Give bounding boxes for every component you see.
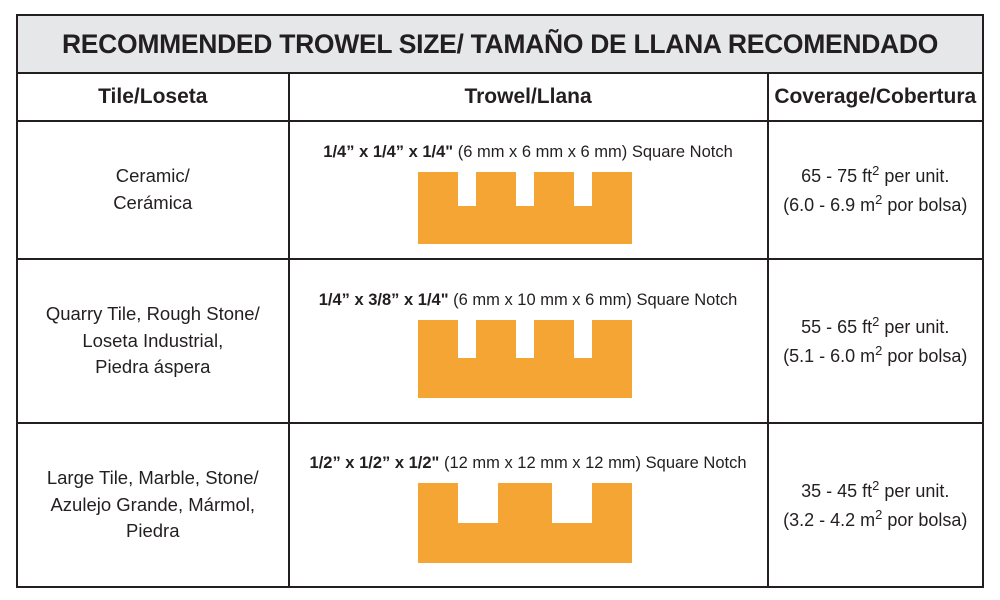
column-header-coverage: Coverage/Cobertura <box>768 73 983 121</box>
tile-type-cell <box>17 121 289 259</box>
tile-type-line: Ceramic/ <box>115 165 190 187</box>
coverage-line: 65 - 75 $ft^2$ per unit. <box>801 163 950 186</box>
trowel-spec-cell <box>289 259 768 423</box>
trowel-spec-size: 1/2” x 1/2” x 1/2" <box>309 453 440 472</box>
column-header-tile: Tile/Loseta <box>17 73 289 121</box>
tile-type-line: Piedra <box>126 520 180 542</box>
trowel-spec-text <box>290 291 767 310</box>
square-notch-trowel-icon <box>418 483 638 563</box>
trowel-notch-illustration <box>290 320 767 398</box>
table-title-row <box>17 15 983 73</box>
table-row <box>17 423 983 587</box>
coverage-cell <box>768 121 983 259</box>
trowel-spec-cell <box>289 121 768 259</box>
trowel-spec-metric: (6 mm x 6 mm x 6 mm) Square Notch <box>453 142 733 161</box>
trowel-spec-text <box>290 143 767 162</box>
tile-type-line: Azulejo Grande, Mármol, <box>50 493 256 515</box>
trowel-spec-metric: (12 mm x 12 mm x 12 mm) Square Notch <box>439 453 747 472</box>
square-notch-trowel-icon <box>418 320 638 398</box>
trowel-spec-metric: (6 mm x 10 mm x 6 mm) Square Notch <box>448 290 738 309</box>
square-notch-trowel-icon <box>418 172 638 244</box>
coverage-line: 55 - 65 $ft^2$ per unit. <box>801 314 950 337</box>
column-header-trowel: Trowel/Llana <box>289 73 768 121</box>
coverage-line: (6.0 - 6.9 $m^2$ por bolsa) <box>783 192 968 215</box>
tile-type-line: Piedra áspera <box>95 356 211 378</box>
recommended-trowel-size-table <box>16 14 984 588</box>
table-row <box>17 121 983 259</box>
trowel-notch-illustration <box>290 172 767 244</box>
coverage-line: (5.1 - 6.0 $m^2$ por bolsa) <box>783 343 968 366</box>
coverage-cell <box>768 259 983 423</box>
trowel-spec-size: 1/4” x 3/8” x 1/4" <box>318 290 449 309</box>
trowel-spec-cell <box>289 423 768 587</box>
tile-type-cell <box>17 423 289 587</box>
table-header-row <box>17 73 983 121</box>
coverage-line: 35 - 45 $ft^2$ per unit. <box>801 478 950 501</box>
tile-type-line: Cerámica <box>113 192 193 213</box>
page-title: RECOMMENDED TROWEL SIZE/ TAMAÑO DE LLANA RECOMENDADO <box>17 15 983 73</box>
tile-type-line: Large Tile, Marble, Stone/ <box>46 466 259 488</box>
tile-type-line: Quarry Tile, Rough Stone/ <box>45 302 260 324</box>
tile-type-cell <box>17 259 289 423</box>
tile-type-line: Loseta Industrial, <box>82 329 224 351</box>
trowel-notch-illustration <box>290 483 767 563</box>
coverage-line: (3.2 - 4.2 $m^2$ por bolsa) <box>783 507 968 530</box>
trowel-spec-size: 1/4” x 1/4” x 1/4" <box>323 142 454 161</box>
trowel-spec-text <box>290 454 767 473</box>
table-row <box>17 259 983 423</box>
coverage-cell <box>768 423 983 587</box>
